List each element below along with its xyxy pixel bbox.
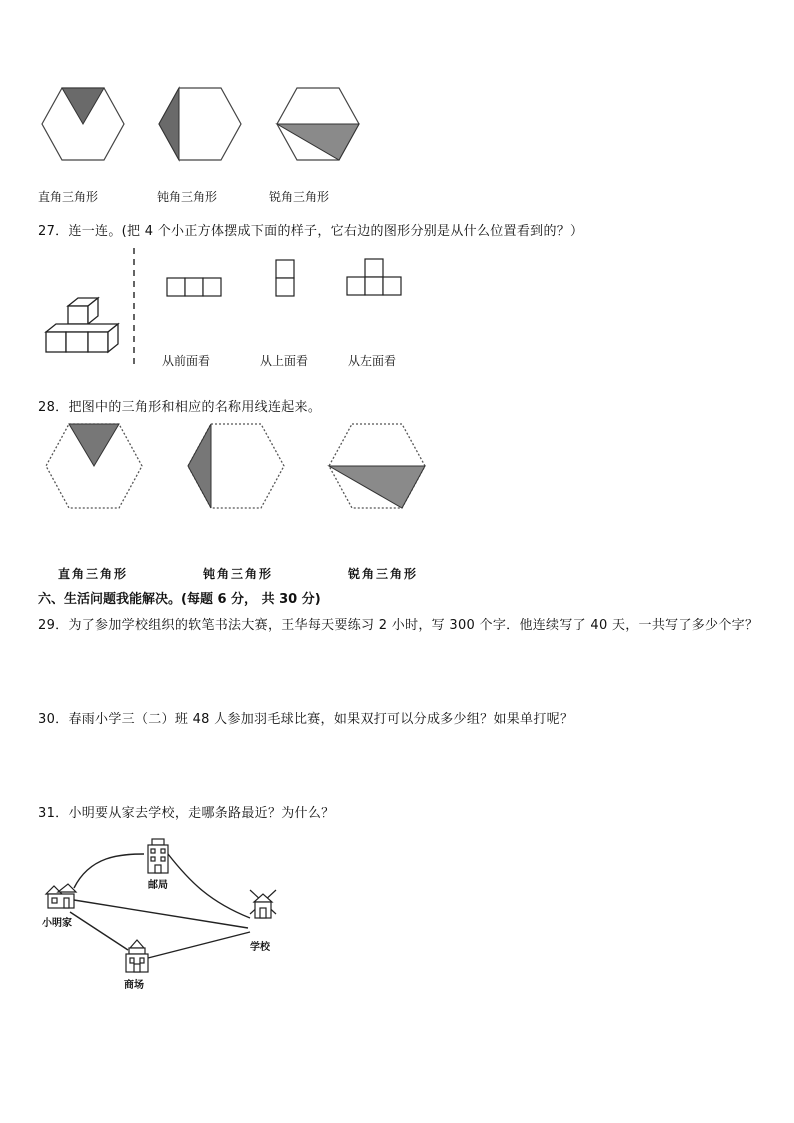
question-28-text: 28．把图中的三角形和相应的名称用线连起来。 xyxy=(38,400,322,415)
school-icon xyxy=(246,886,280,920)
left-view-figure xyxy=(346,258,402,296)
map-label-post-office: 邮局 xyxy=(148,880,168,891)
house-icon xyxy=(44,882,78,910)
question-30-text: 30．春雨小学三（二）班 48 人参加羽毛球比赛，如果双打可以分成多少组？如果单打呢？ xyxy=(38,712,574,727)
map-label-home: 小明家 xyxy=(42,918,72,929)
top-label-acute-triangle: 锐角三角形 xyxy=(269,190,330,204)
hexagon-acute-triangle xyxy=(327,422,427,510)
cube-stack-figure xyxy=(44,296,124,356)
top-hexagon-acute-triangle xyxy=(275,86,361,162)
top-hexagon-right-triangle xyxy=(40,86,126,162)
question-27-text: 27．连一连。(把 4 个小正方体摆成下面的样子，它右边的图形分别是从什么位置看到的？） xyxy=(38,224,584,239)
label-right-triangle: 直角三角形 xyxy=(58,567,129,581)
mall-icon xyxy=(124,938,150,974)
map-label-mall: 商场 xyxy=(124,980,144,991)
label-acute-triangle: 锐角三角形 xyxy=(348,567,419,581)
hexagon-right-triangle xyxy=(44,422,144,510)
question-29-text: 29．为了参加学校组织的软笔书法大赛，王华每天要练习 2 小时，写 300 个字．他连续写了 40 天，一共写了多少个字？ xyxy=(38,618,759,633)
view-label-left: 从左面看 xyxy=(348,354,397,368)
label-obtuse-triangle: 钝角三角形 xyxy=(203,567,274,581)
dashed-divider xyxy=(132,248,136,366)
view-label-top: 从上面看 xyxy=(260,354,309,368)
hexagon-obtuse-triangle xyxy=(186,422,286,510)
view-label-front: 从前面看 xyxy=(162,354,211,368)
front-view-figure xyxy=(166,277,222,297)
section-6-title: 六、生活问题我能解决。(每题 6 分， 共 30 分) xyxy=(38,592,321,607)
top-label-right-triangle: 直角三角形 xyxy=(38,190,99,204)
top-view-figure xyxy=(275,259,295,297)
map-label-school: 学校 xyxy=(250,942,270,953)
post-office-icon xyxy=(146,838,170,874)
top-label-obtuse-triangle: 钝角三角形 xyxy=(157,190,218,204)
question-31-text: 31．小明要从家去学校，走哪条路最近？为什么？ xyxy=(38,806,335,821)
top-hexagon-obtuse-triangle xyxy=(157,86,243,162)
